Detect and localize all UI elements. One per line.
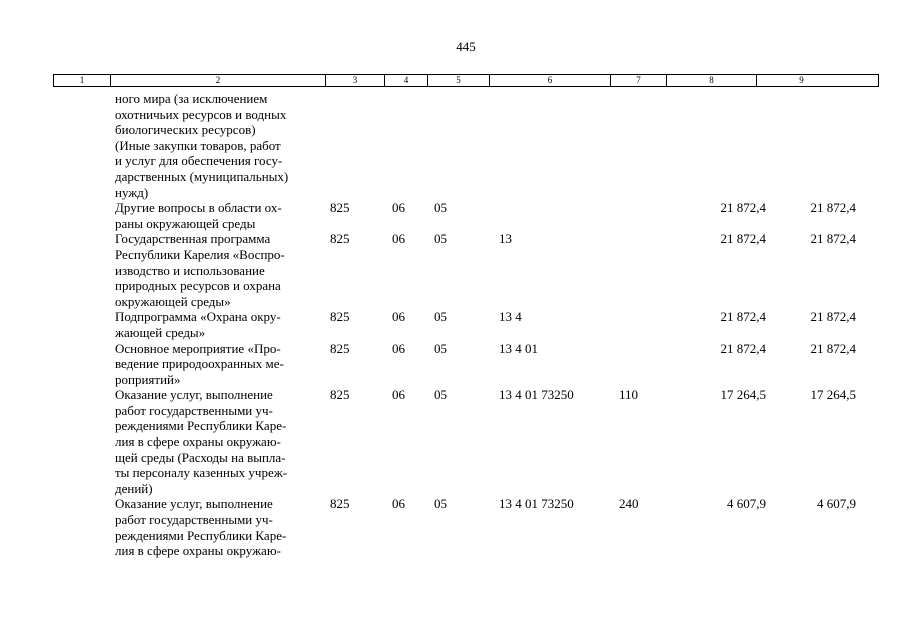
cell-col8: 17 264,5 [720,387,766,403]
cell-col7: 240 [619,496,639,512]
cell-col9: 21 872,4 [810,231,856,247]
cell-col8: 21 872,4 [720,231,766,247]
cell-col5: 05 [434,387,447,403]
cell-col4: 06 [392,387,405,403]
cell-col9: 17 264,5 [810,387,856,403]
cell-name: Другие вопросы в области ох- раны окружающей среды [115,200,282,231]
cell-col3: 825 [330,496,350,512]
cell-col3: 825 [330,200,350,216]
cell-col6: 13 4 01 73250 [499,387,574,403]
cell-col8: 4 607,9 [727,496,766,512]
cell-col1 [53,496,115,558]
cell-col4: 06 [392,496,405,512]
cell-col6: 13 4 [499,309,522,325]
cell-col5: 05 [434,200,447,216]
cell-name: Оказание услуг, выполнение работ государственными уч- реждениями Республики Каре- лия в сфере охраны окружаю- [115,496,287,559]
cell-col8: 21 872,4 [720,340,766,356]
cell-col8 [679,91,766,200]
cell-col6 [499,91,619,200]
cell-col6 [499,200,619,231]
column-header-5: 5 [428,75,490,86]
cell-col5: 05 [434,496,447,512]
cell-col6: 13 [499,231,512,247]
cell-col4: 06 [392,309,405,325]
column-header-8: 8 [667,75,757,86]
cell-col4 [392,91,434,200]
table-header [53,74,879,87]
column-header-7: 7 [611,75,667,86]
table-row [53,341,877,388]
cell-name: ного мира (за исключением охотничьих ресурсов и водных биологических ресурсов) (Иные закупки товаров, работ и услуг для обеспечения госу- дарственных (муниципальных) нужд) [115,91,289,200]
cell-col7 [619,341,679,388]
cell-col4: 06 [392,200,405,216]
cell-name: Оказание услуг, выполнение работ государственными уч- реждениями Республики Каре- лия в сфере охраны окружаю- щей среды (Расходы на выпла- ты персоналу казенных учреж- дений) [115,387,288,496]
cell-col6: 13 4 01 [499,340,538,356]
cell-name: Государственная программа Республики Карелия «Воспро- изводство и использование природных ресурсов и охрана окружающей среды» [115,231,285,309]
table-row [53,200,877,231]
cell-col1 [53,341,115,388]
cell-col8: 21 872,4 [720,309,766,325]
table-row [53,309,877,340]
table-row [53,496,877,558]
cell-col5: 05 [434,309,447,325]
table-body [53,91,877,559]
cell-col1 [53,309,115,340]
table-row [53,387,877,496]
cell-col7 [619,231,679,309]
cell-col7: 110 [619,387,639,403]
column-header-9: 9 [799,75,804,85]
page-number: 445 [456,39,476,54]
cell-col9: 21 872,4 [810,340,856,356]
cell-col3: 825 [330,340,350,356]
cell-col3: 825 [330,387,350,403]
cell-col7 [619,91,679,200]
cell-col9 [766,91,857,200]
cell-col3: 825 [330,309,350,325]
cell-col7 [619,309,679,340]
cell-col1 [53,91,115,200]
cell-col9: 4 607,9 [817,496,856,512]
cell-name: Основное мероприятие «Про- ведение природоохранных ме- роприятий» [115,340,284,387]
cell-col3 [330,91,392,200]
cell-col7 [619,200,679,231]
cell-col8: 21 872,4 [720,200,766,216]
cell-col1 [53,200,115,231]
column-header-4: 4 [385,75,428,86]
cell-col3: 825 [330,231,350,247]
column-header-3: 3 [326,75,385,86]
cell-col1 [53,231,115,309]
cell-col4: 06 [392,340,405,356]
cell-col9: 21 872,4 [810,309,856,325]
cell-col1 [53,387,115,496]
table-row [53,231,877,309]
cell-col5 [434,91,499,200]
column-header-1: 1 [54,75,111,86]
cell-name: Подпрограмма «Охрана окру- жающей среды» [115,309,281,340]
column-header-2: 2 [111,75,326,86]
table-row [53,91,877,200]
cell-col4: 06 [392,231,405,247]
cell-col5: 05 [434,340,447,356]
cell-col5: 05 [434,231,447,247]
cell-col6: 13 4 01 73250 [499,496,574,512]
cell-col9: 21 872,4 [810,200,856,216]
column-header-6: 6 [490,75,611,86]
